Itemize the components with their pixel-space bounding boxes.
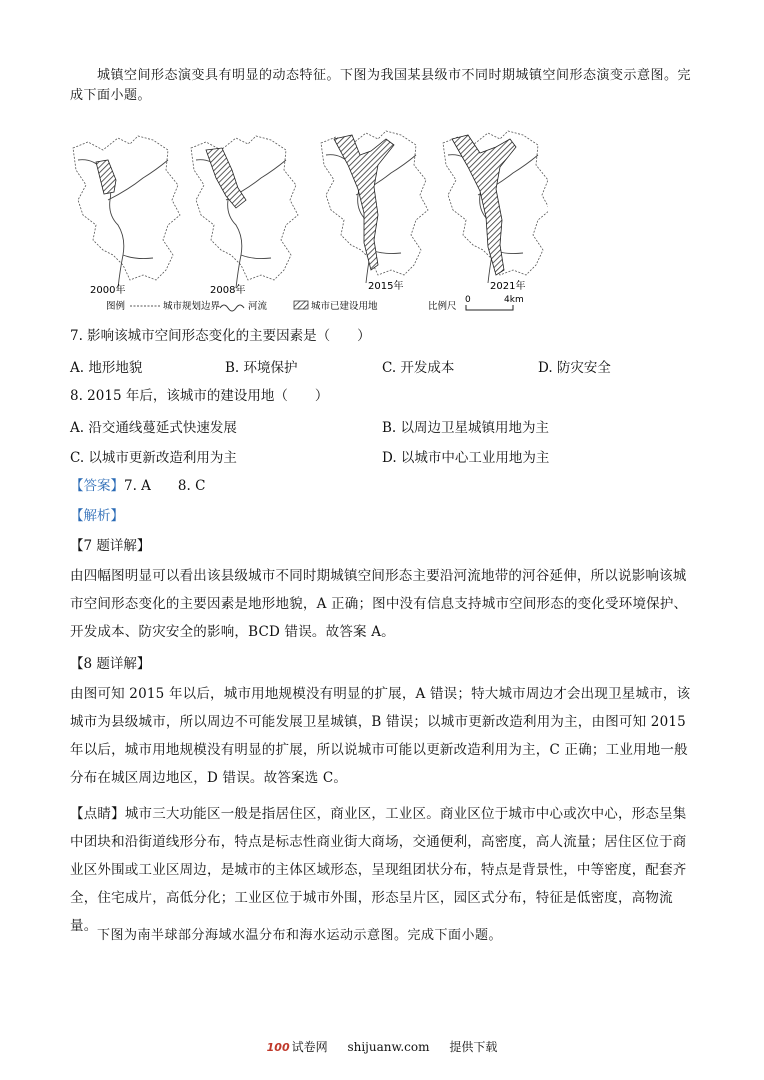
- tip-label: 【点睛】: [70, 806, 125, 822]
- q8-option-d[interactable]: D. 以城市中心工业用地为主: [382, 450, 550, 466]
- q7-option-d[interactable]: D. 防灾安全: [538, 360, 611, 376]
- year-label-2015: 2015年: [368, 281, 404, 292]
- q8-option-c[interactable]: C. 以城市更新改造利用为主: [70, 450, 237, 466]
- question-8-options: [70, 416, 710, 466]
- answer-line: [70, 476, 700, 496]
- q8-option-a[interactable]: A. 沿交通线蔓延式快速发展: [70, 420, 237, 436]
- download-text: 提供下载: [449, 1040, 498, 1054]
- question-8-stem: 8. 2015 年后，该城市的建设用地（ ）: [70, 388, 329, 404]
- legend-river-label: 河流: [248, 301, 268, 312]
- q8-option-b[interactable]: B. 以周边卫星城镇用地为主: [382, 420, 550, 436]
- question-7-stem: 7. 影响该城市空间形态变化的主要因素是（ ）: [70, 328, 371, 344]
- map-2008: [191, 136, 298, 288]
- q7-option-a[interactable]: A. 地形地貌: [70, 360, 143, 376]
- legend-river-symbol: [220, 305, 244, 311]
- legend-title: 图例: [106, 301, 126, 312]
- map-2021: [443, 131, 548, 283]
- question-7-options: [70, 356, 710, 376]
- scale-bar: [466, 305, 513, 310]
- year-label-2008: 2008年: [210, 285, 246, 296]
- next-intro-text: 下图为南半球部分海域水温分布和海水运动示意图。完成下面小题。: [97, 928, 503, 943]
- legend-built-symbol: [294, 301, 308, 309]
- site-logo: 100: [266, 1041, 290, 1054]
- site-name[interactable]: 试卷网: [291, 1040, 328, 1054]
- scale-zero: 0: [465, 295, 471, 305]
- q7-option-c[interactable]: C. 开发成本: [382, 360, 455, 376]
- year-label-2021: 2021年: [490, 281, 526, 292]
- tip-paragraph: [70, 800, 700, 940]
- map-2015: [321, 131, 428, 283]
- page-footer: [0, 1038, 764, 1055]
- analysis-label: 【解析】: [70, 508, 124, 524]
- detail-7-text: 由四幅图明显可以看出该县级城市不同时期城镇空间形态主要沿河流地带的河谷延伸，所以说影响该城市空间形态变化的主要因素是地形地貌，A 正确；图中没有信息支持城市空间形态的变化受环境保护、开发成本、防灾安全的影响，BCD 错误。故答案 A。: [70, 568, 688, 640]
- detail-8-label: 【8 题详解】: [70, 656, 151, 672]
- site-url[interactable]: shijuanw.com: [347, 1040, 430, 1054]
- detail-8-text: 由图可知 2015 年以后，城市用地规模没有明显的扩展，A 错误；特大城市周边才会出现卫星城市，该城市为县级城市，所以周边不可能发展卫星城镇，B 错误；以城市更新改造利用为主，由图可知 2015 年以后，城市用地规模没有明显的扩展，所以说城市可能以更新改造利用为主，C 正确；工业用地一般分布在城区周边地区，D 错误。故答案选 C。: [70, 686, 691, 786]
- year-label-2000: 2000年: [90, 285, 126, 296]
- tip-text: 城市三大功能区一般是指居住区，商业区，工业区。商业区位于城市中心或次中心，形态呈集中团块和沿街道线形分布，特点是标志性商业街大商场，交通便利，高密度，高人流量；居住区位于商业区外围或工业区周边，是城市的主体区域形态，呈现组团状分布，特点是背景性，中等密度，配套齐全，住宅成片，高低分化；工业区位于城市外围，形态呈片区，园区式分布，特征是低密度，高物流量。: [70, 806, 687, 934]
- intro-text: 城镇空间形态演变具有明显的动态特征。下图为我国某县级市不同时期城镇空间形态演变示意图。完成下面小题。: [70, 68, 692, 103]
- q7-option-b[interactable]: B. 环境保护: [225, 360, 298, 376]
- legend-boundary-label: 城市规划边界: [163, 301, 221, 312]
- answer-text: 7. A 8. C: [124, 478, 206, 494]
- urban-morphology-figure: [68, 125, 548, 325]
- scale-label: 比例尺: [428, 301, 457, 312]
- scale-end: 4km: [504, 295, 524, 305]
- answer-label: 【答案】: [70, 478, 124, 494]
- legend-built-label: 城市已建设用地: [311, 301, 378, 312]
- map-2000: [73, 136, 180, 288]
- detail-7-label: 【7 题详解】: [70, 538, 151, 554]
